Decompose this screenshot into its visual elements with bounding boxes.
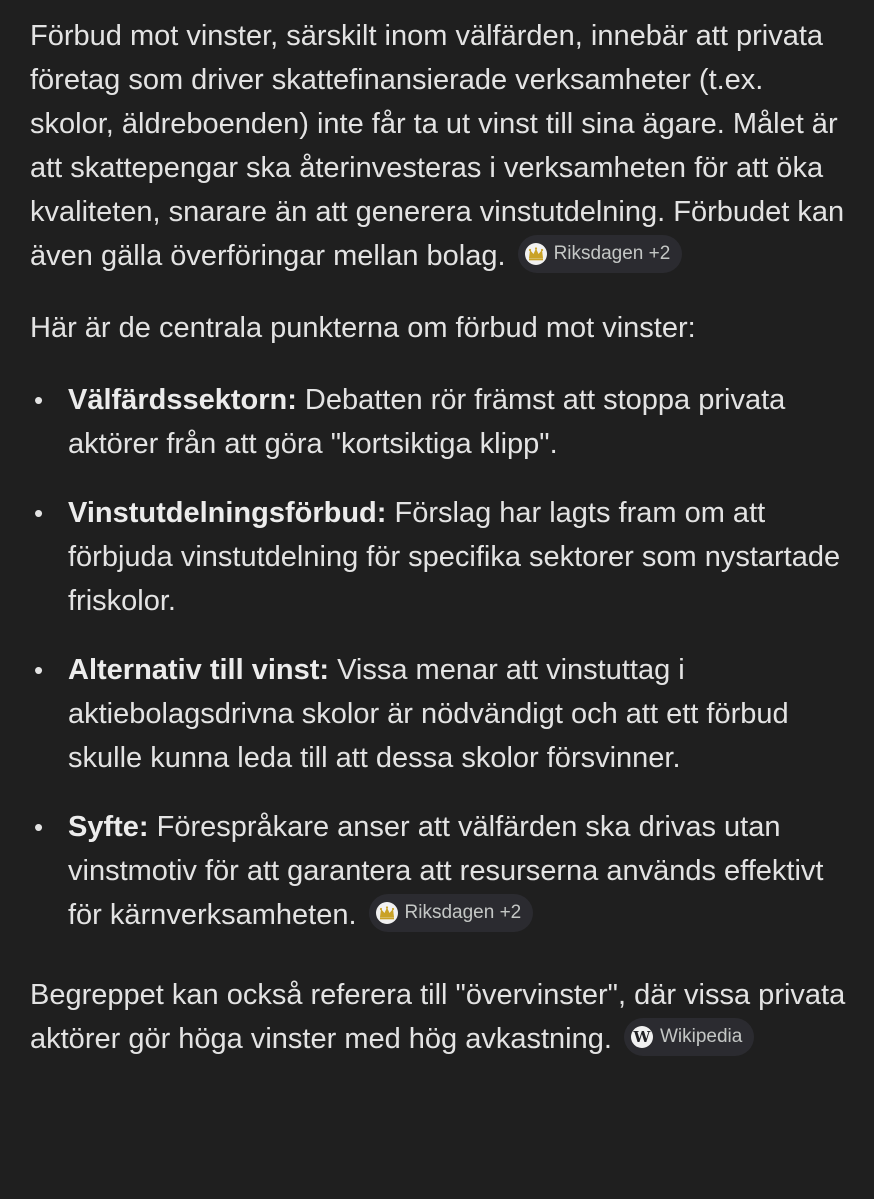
point-text: Förespråkare anser att välfärden ska drivas utan vinstmotiv för att garantera att resurserna används effektivt för kärnverksamheten.: [68, 811, 824, 931]
bullet-icon: •: [34, 498, 44, 528]
bullet-icon: •: [34, 385, 44, 415]
points-list-wrapper: [30, 378, 846, 937]
source-chip-label: Wikipedia: [659, 1026, 743, 1048]
source-chip-label: Riksdagen +2: [553, 243, 671, 265]
riksdagen-crown-icon: [525, 243, 547, 265]
source-chip-riksdagen-intro[interactable]: [518, 235, 683, 273]
bullet-icon: •: [34, 655, 44, 685]
lead-paragraph: Här är de centrala punkterna om förbud mot vinster:: [30, 312, 696, 344]
list-item: [30, 648, 846, 780]
source-chip-label: Riksdagen +2: [404, 902, 522, 924]
point-title: Välfärdssektorn:: [68, 384, 297, 416]
wikipedia-icon: W: [631, 1026, 653, 1048]
point-title: Alternativ till vinst:: [68, 654, 330, 686]
source-chip-riksdagen-syfte[interactable]: [369, 894, 534, 932]
point-text: Vissa menar att vinstuttag i aktiebolagsdrivna skolor är nödvändigt och att ett förbud skulle kunna leda till att dessa skolor försvinner.: [68, 654, 789, 774]
source-chip-wikipedia[interactable]: [624, 1018, 754, 1056]
intro-paragraph: [30, 14, 846, 278]
point-text: Förslag har lagts fram om att förbjuda vinstutdelning för specifika sektorer som nystartade friskolor.: [68, 497, 841, 617]
outro-paragraph: [30, 973, 846, 1061]
bullet-icon: •: [34, 812, 44, 842]
list-item: [30, 378, 846, 466]
intro-text: Förbud mot vinster, särskilt inom välfärden, innebär att privata företag som driver skattefinansierade verksamheter (t.ex. skolor, äldreboenden) inte får ta ut vinst till sina ägare. Målet är att skattepengar ska återinvesteras i verksamheten för att öka kvaliteten, snarare än att generera vinstutdelning. Förbudet kan även gälla överföringar mellan bolag.: [30, 20, 845, 272]
outro-text: Begreppet kan också referera till "övervinster", där vissa privata aktörer gör höga vinster med hög avkastning.: [30, 979, 846, 1055]
point-title: Syfte:: [68, 811, 149, 843]
points-list: [30, 378, 846, 937]
point-title: Vinstutdelningsförbud:: [68, 497, 387, 529]
list-item: [30, 805, 846, 937]
point-text: Debatten rör främst att stoppa privata aktörer från att göra "kortsiktiga klipp".: [68, 384, 786, 460]
riksdagen-crown-icon: [376, 902, 398, 924]
list-item: [30, 491, 846, 623]
